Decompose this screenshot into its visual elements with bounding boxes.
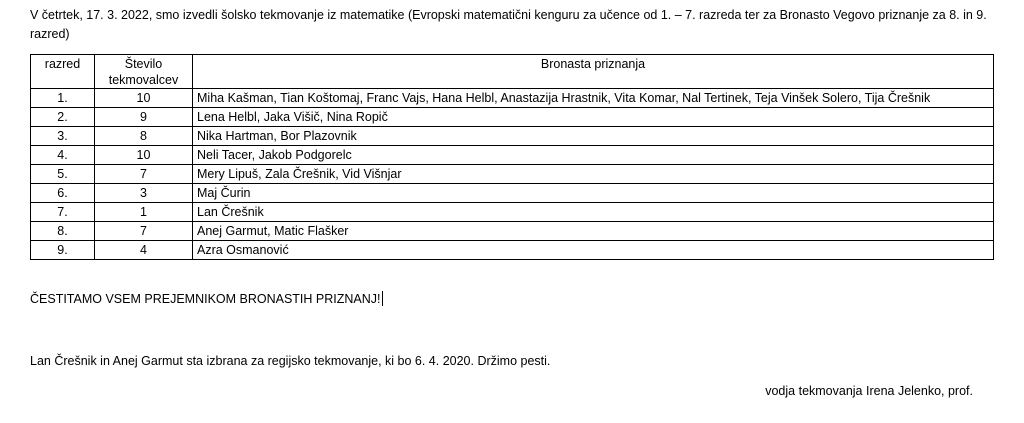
- names-cell: Maj Čurin: [193, 184, 994, 203]
- count-cell: 9: [95, 108, 193, 127]
- table-row: [31, 165, 994, 184]
- grade-cell: 7.: [31, 203, 95, 222]
- table-row: [31, 89, 994, 108]
- grade-cell: 4.: [31, 146, 95, 165]
- table-row: [31, 108, 994, 127]
- names-cell: Anej Garmut, Matic Flašker: [193, 222, 994, 241]
- table-row: [31, 203, 994, 222]
- count-cell: 4: [95, 241, 193, 260]
- grade-cell: 9.: [31, 241, 95, 260]
- header-awards: Bronasta priznanja: [193, 55, 994, 89]
- text-cursor: [382, 291, 383, 306]
- names-cell: Lan Črešnik: [193, 203, 994, 222]
- count-cell: 8: [95, 127, 193, 146]
- names-cell: Mery Lipuš, Zala Črešnik, Vid Višnjar: [193, 165, 994, 184]
- names-cell: Miha Kašman, Tian Koštomaj, Franc Vajs, Hana Helbl, Anastazija Hrastnik, Vita Komar, Nal Tertinek, Teja Vinšek Solero, Tija Črešnik: [193, 89, 994, 108]
- count-cell: 7: [95, 222, 193, 241]
- regional-competition-note: Lan Črešnik in Anej Garmut sta izbrana za regijsko tekmovanje, ki bo 6. 4. 2020. Držimo pesti.: [30, 354, 551, 368]
- count-cell: 7: [95, 165, 193, 184]
- names-cell: Nika Hartman, Bor Plazovnik: [193, 127, 994, 146]
- awards-table: [30, 54, 994, 260]
- table-row: [31, 146, 994, 165]
- congratulations-line[interactable]: [30, 290, 383, 308]
- table-row: [31, 184, 994, 203]
- names-cell: Lena Helbl, Jaka Višič, Nina Ropič: [193, 108, 994, 127]
- grade-cell: 3.: [31, 127, 95, 146]
- table-row: [31, 222, 994, 241]
- grade-cell: 5.: [31, 165, 95, 184]
- names-cell: Neli Tacer, Jakob Podgorelc: [193, 146, 994, 165]
- header-count: Število tekmovalcev: [95, 55, 193, 89]
- count-cell: 10: [95, 89, 193, 108]
- table-row: [31, 241, 994, 260]
- count-cell: 10: [95, 146, 193, 165]
- grade-cell: 1.: [31, 89, 95, 108]
- table-row: [31, 127, 994, 146]
- signature: vodja tekmovanja Irena Jelenko, prof.: [765, 384, 973, 398]
- intro-paragraph: V četrtek, 17. 3. 2022, smo izvedli šolsko tekmovanje iz matematike (Evropski matematični kenguru za učence od 1. – 7. razreda ter za Bronasto Vegovo priznanje za 8. in 9. razred): [30, 8, 987, 41]
- table-header-row: [31, 55, 994, 89]
- count-cell: 3: [95, 184, 193, 203]
- names-cell: Azra Osmanović: [193, 241, 994, 260]
- grade-cell: 6.: [31, 184, 95, 203]
- header-grade: razred: [31, 55, 95, 89]
- congratulations-text: ČESTITAMO VSEM PREJEMNIKOM BRONASTIH PRIZNANJ!: [30, 292, 381, 306]
- grade-cell: 8.: [31, 222, 95, 241]
- count-cell: 1: [95, 203, 193, 222]
- grade-cell: 2.: [31, 108, 95, 127]
